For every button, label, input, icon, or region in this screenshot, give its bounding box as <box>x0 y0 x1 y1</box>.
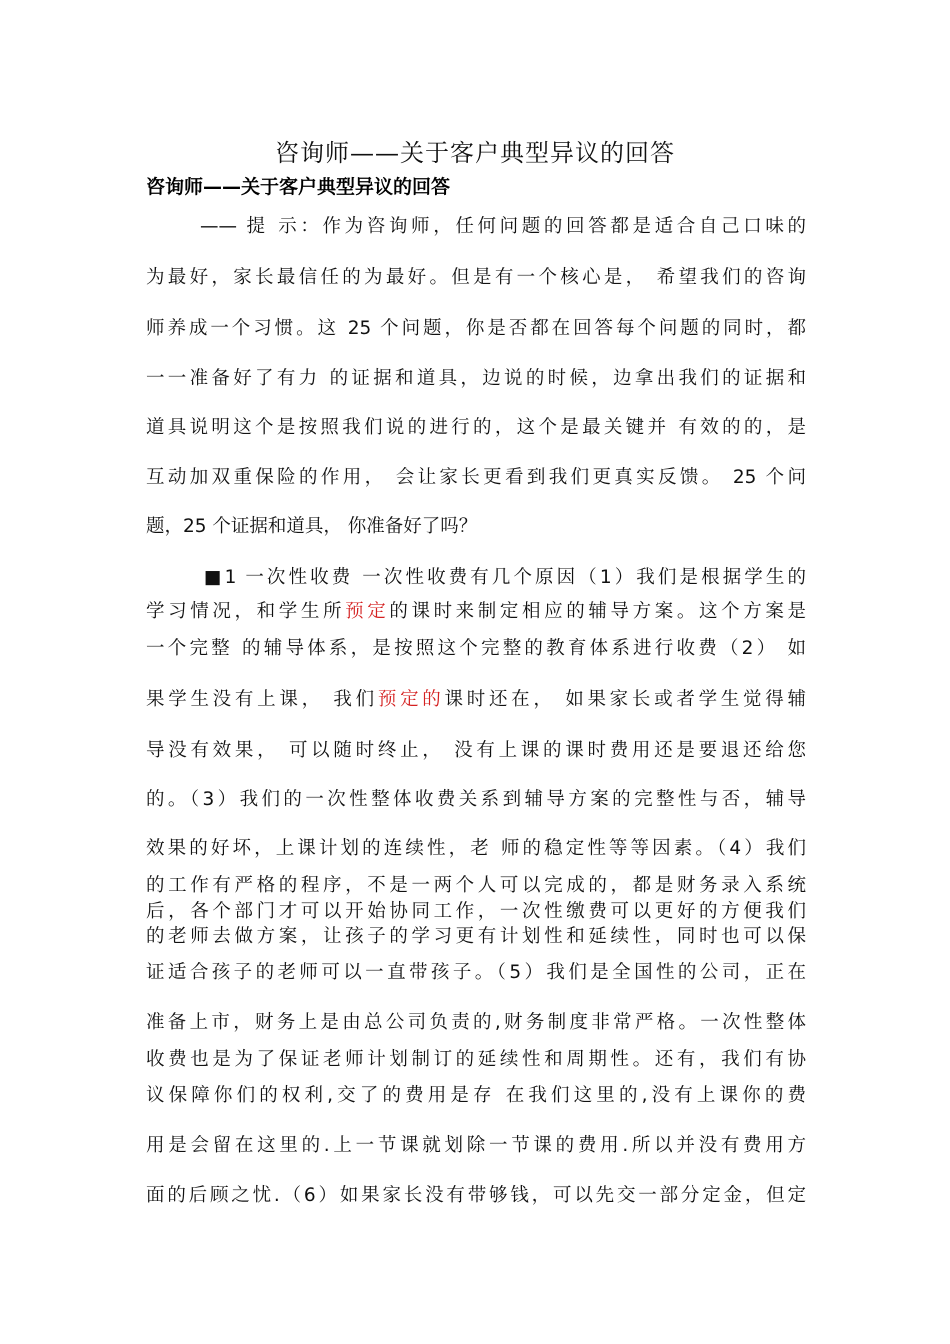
body-line: 一个完整 的辅导体系，是按照这个完整的教育体系进行收费（2） 如 <box>146 638 806 659</box>
body-line: 为最好，家长最信任的为最好。但是有一个核心是， 希望我们的咨询 <box>146 267 806 288</box>
body-text: 果学生没有上课， 我们 <box>146 689 378 710</box>
body-line <box>146 597 806 623</box>
body-line: 效果的好坏，上课计划的连续性，老 师的稳定性等等因素。（4）我们 <box>146 838 806 859</box>
body-line: 导没有效果， 可以随时终止， 没有上课的课时费用还是要退还给您 <box>146 740 806 761</box>
body-line: 道具说明这个是按照我们说的进行的，这个是最关键并 有效的的，是 <box>146 417 806 438</box>
body-text: 课时还在， 如果家长或者学生觉得辅 <box>444 689 806 710</box>
body-line: 后，各个部门才可以开始协同工作，一次性缴费可以更好的方便我们 <box>146 901 806 922</box>
body-line: ■1 一次性收费 一次性收费有几个原因（1）我们是根据学生的 <box>204 567 806 588</box>
body-line: 的工作有严格的程序，不是一两个人可以完成的，都是财务录入系统 <box>146 875 806 896</box>
body-line: 的。（3）我们的一次性整体收费关系到辅导方案的完整性与否，辅导 <box>146 789 806 810</box>
body-line: 题，25 个证据和道具， 你准备好了吗？ <box>146 516 478 537</box>
body-text: 学习情况，和学生所 <box>146 601 346 622</box>
body-line: 收费也是为了保证老师计划制订的延续性和周期性。还有，我们有协 <box>146 1049 806 1070</box>
page-title: 咨询师——关于客户典型异议的回答 <box>275 139 675 167</box>
highlighted-text: 预定的 <box>377 689 445 710</box>
body-line: 证适合孩子的老师可以一直带孩子。（5）我们是全国性的公司，正在 <box>146 962 806 983</box>
body-text: 的课时来制定相应的辅导方案。这个方案是 <box>389 601 806 622</box>
highlighted-text: 预定 <box>345 601 390 622</box>
body-line: 议保障你们的权利,交了的费用是存 在我们这里的,没有上课你的费 <box>146 1085 806 1106</box>
body-line <box>146 685 806 711</box>
body-line: 的老师去做方案，让孩子的学习更有计划性和延续性，同时也可以保 <box>146 926 806 947</box>
body-line: 师养成一个习惯。这 25 个问题，你是否都在回答每个问题的同时，都 <box>146 318 806 339</box>
body-line: 准备上市，财务上是由总公司负责的,财务制度非常严格。一次性整体 <box>146 1012 806 1033</box>
section-heading: 咨询师——关于客户典型异议的回答 <box>146 176 451 198</box>
body-line: 一一准备好了有力 的证据和道具，边说的时候，边拿出我们的证据和 <box>146 368 806 389</box>
body-line: 用是会留在这里的.上一节课就划除一节课的费用.所以并没有费用方 <box>146 1135 806 1156</box>
body-line: 面的后顾之忧.（6）如果家长没有带够钱，可以先交一部分定金，但定 <box>146 1185 806 1206</box>
body-line: —— 提 示：作为咨询师，任何问题的回答都是适合自己口味的 <box>200 216 806 237</box>
body-line: 互动加双重保险的作用， 会让家长更看到我们更真实反馈。 25 个问 <box>146 467 806 488</box>
